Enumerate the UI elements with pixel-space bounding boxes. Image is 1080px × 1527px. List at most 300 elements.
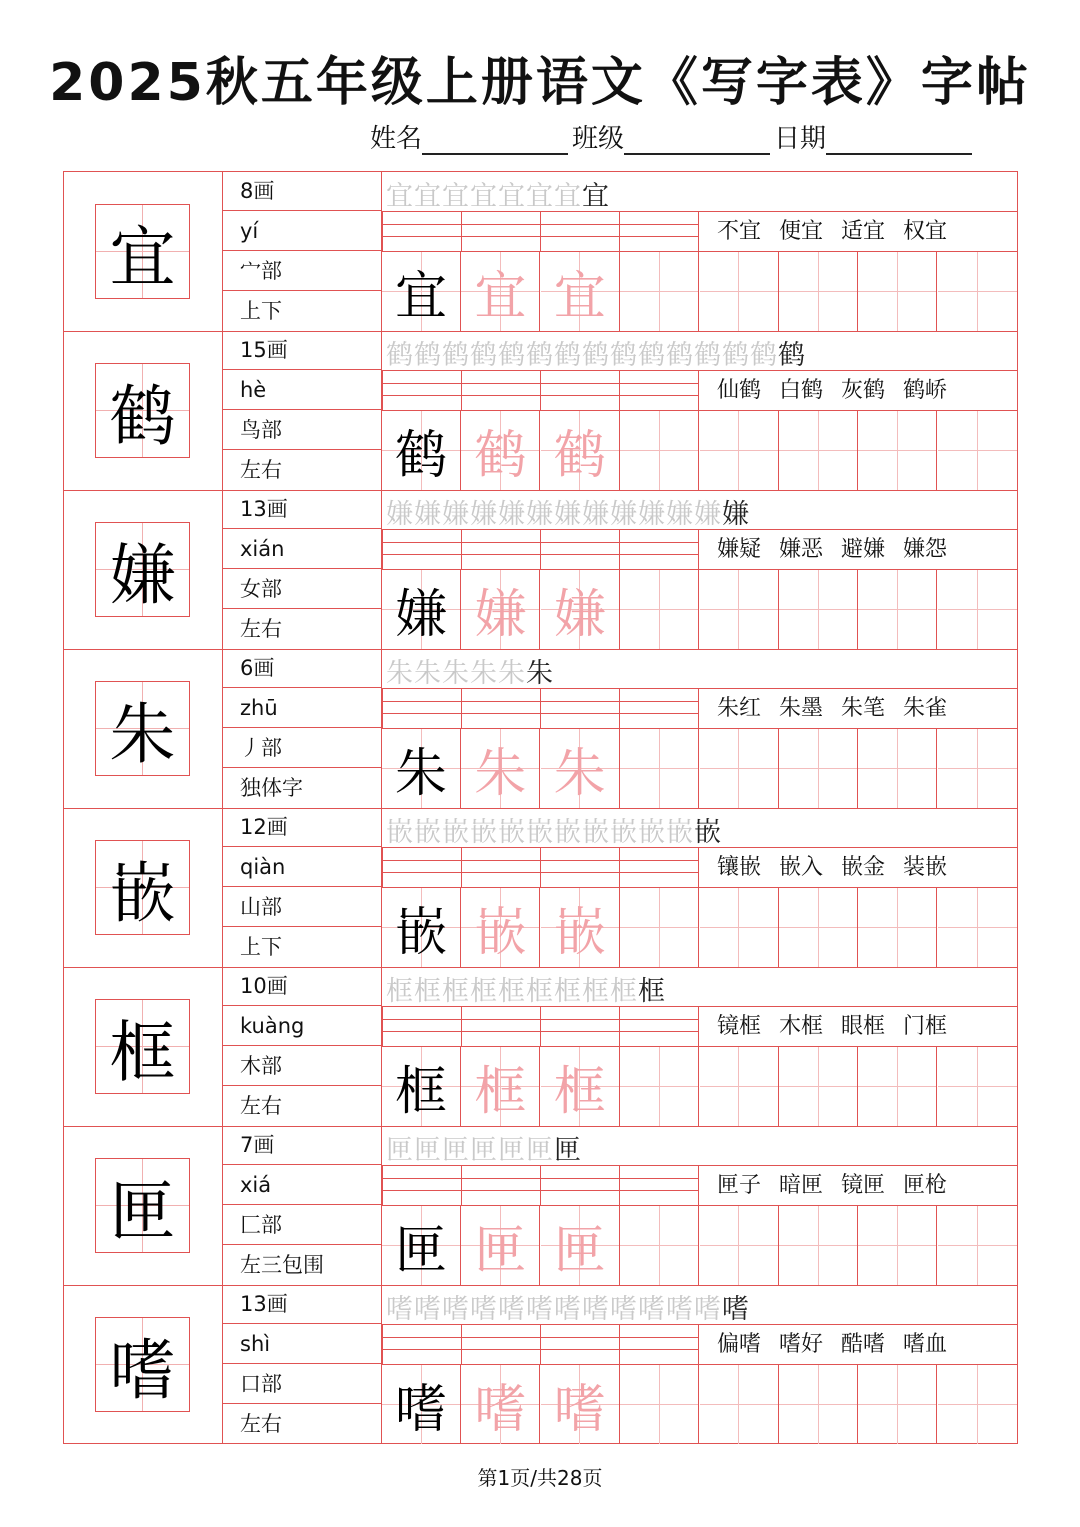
word: 偏嗜: [717, 1332, 762, 1357]
stroke-step: 嵌: [414, 817, 442, 848]
sample-char: 嵌: [394, 903, 447, 963]
practice-sheet: [63, 171, 1018, 1444]
stroke-step: 鹤: [638, 340, 666, 371]
structure: 左三包围: [240, 1253, 324, 1277]
word: 嵌金: [841, 855, 886, 880]
word: 镜匣: [841, 1173, 886, 1198]
trace-char: 嗜: [553, 1380, 606, 1440]
stroke-order: [386, 969, 666, 1008]
grid-cell[interactable]: [700, 570, 779, 649]
grid-cell[interactable]: [382, 1206, 461, 1285]
grid-cell[interactable]: [382, 570, 461, 649]
big-char-box: [95, 840, 190, 935]
character-block: [64, 172, 1017, 332]
pinyin-words-row: [382, 212, 1017, 252]
word: 鹤峤: [903, 378, 948, 403]
word: 适宜: [841, 219, 886, 244]
grid-cell[interactable]: [461, 1206, 540, 1285]
writing-grid: [382, 1365, 1017, 1444]
stroke-step: 鹤: [386, 340, 414, 371]
stroke-step: 匣: [442, 1135, 470, 1166]
grid-cell[interactable]: [541, 1365, 620, 1444]
stroke-step: 鹤: [414, 340, 442, 371]
trace-char: 朱: [553, 744, 606, 804]
class-label: 班级: [572, 124, 625, 154]
grid-cell[interactable]: [858, 1365, 937, 1444]
stroke-count: 7画: [223, 1126, 381, 1165]
stroke-order-row: [382, 649, 1017, 689]
trace-char: 宜: [553, 267, 606, 327]
stroke-order-row: [382, 808, 1017, 848]
stroke-step: 朱: [470, 658, 498, 689]
grid-cell[interactable]: [858, 570, 937, 649]
stroke-step: 嗜: [526, 1294, 554, 1325]
stroke-step: 嗜: [386, 1294, 414, 1325]
big-char: 框: [109, 1014, 176, 1091]
stroke-step: 鹤: [554, 340, 582, 371]
stroke-count: 6画: [223, 649, 381, 688]
big-char-column: [64, 649, 223, 808]
date-label: 日期: [774, 124, 827, 154]
character-block: [64, 1126, 1017, 1286]
trace-char: 嫌: [474, 585, 527, 645]
pinyin-words-row: [382, 530, 1017, 570]
structure: 上下: [240, 935, 282, 959]
stroke-step: 嗜: [582, 1294, 610, 1325]
big-char-box: [95, 204, 190, 299]
grid-cell[interactable]: [620, 570, 699, 649]
stroke-step: 框: [582, 976, 610, 1007]
stroke-order: [386, 1287, 750, 1326]
grid-cell[interactable]: [541, 411, 620, 490]
big-char: 朱: [109, 696, 176, 773]
big-char-column: [64, 172, 223, 331]
grid-cell[interactable]: [461, 411, 540, 490]
info-column: [223, 967, 382, 1126]
grid-cell[interactable]: [700, 411, 779, 490]
stroke-step: 嗜: [414, 1294, 442, 1325]
grid-cell[interactable]: [541, 1206, 620, 1285]
pinyin: yí: [223, 212, 381, 251]
stroke-step: 宜: [554, 181, 582, 212]
info-column: [223, 649, 382, 808]
stroke-step: 匣: [386, 1135, 414, 1166]
grid-cell[interactable]: [858, 252, 937, 331]
radical: 口部: [223, 1365, 381, 1404]
sample-char: 匣: [394, 1221, 447, 1281]
sample-char: 嗜: [394, 1380, 447, 1440]
class-blank[interactable]: [624, 125, 770, 155]
grid-cell[interactable]: [620, 1365, 699, 1444]
big-char-box: [95, 1317, 190, 1412]
word: 灰鹤: [841, 378, 886, 403]
stroke-step: 宜: [442, 181, 470, 212]
character-block: [64, 967, 1017, 1127]
grid-cell[interactable]: [858, 411, 937, 490]
grid-cell[interactable]: [620, 888, 699, 967]
stroke-step: 匣: [498, 1135, 526, 1166]
stroke-order: [386, 174, 610, 213]
stroke-step: 嫌: [610, 499, 638, 530]
stroke-step: 嵌: [638, 817, 666, 848]
word: 酷嗜: [841, 1332, 886, 1357]
stroke-step: 嵌: [554, 817, 582, 848]
grid-cell[interactable]: [779, 1047, 858, 1126]
trace-char: 宜: [474, 267, 527, 327]
word: 仙鹤: [717, 378, 762, 403]
grid-cell[interactable]: [938, 729, 1017, 808]
pinyin-lines[interactable]: [382, 371, 699, 410]
grid-cell[interactable]: [541, 252, 620, 331]
stroke-step: 框: [638, 976, 666, 1007]
grid-cell[interactable]: [700, 729, 779, 808]
grid-cell[interactable]: [779, 411, 858, 490]
stroke-step: 朱: [386, 658, 414, 689]
pinyin-lines[interactable]: [382, 1166, 699, 1205]
trace-char: 鹤: [553, 426, 606, 486]
radical: 丿部: [223, 729, 381, 768]
info-column: [223, 1126, 382, 1285]
writing-grid: [382, 570, 1017, 649]
big-char-column: [64, 490, 223, 649]
stroke-step: 框: [526, 976, 554, 1007]
word: 嫌怨: [903, 537, 948, 562]
pinyin-words-row: [382, 848, 1017, 888]
stroke-step: 嗜: [638, 1294, 666, 1325]
grid-cell[interactable]: [700, 1206, 779, 1285]
stroke-step: 嵌: [610, 817, 638, 848]
stroke-step: 嫌: [582, 499, 610, 530]
stroke-count: 10画: [223, 967, 381, 1006]
stroke-step: 嫌: [498, 499, 526, 530]
stroke-step: 朱: [414, 658, 442, 689]
structure: 左右: [240, 1412, 282, 1436]
pinyin-words-row: [382, 1325, 1017, 1365]
stroke-step: 嵌: [386, 817, 414, 848]
stroke-count: 13画: [223, 1285, 381, 1324]
word: 匣枪: [903, 1173, 948, 1198]
name-blank[interactable]: [422, 125, 568, 155]
big-char-box: [95, 681, 190, 776]
grid-cell[interactable]: [779, 252, 858, 331]
grid-cell[interactable]: [938, 252, 1017, 331]
big-char-box: [95, 999, 190, 1094]
structure: 左右: [240, 617, 282, 641]
trace-char: 朱: [474, 744, 527, 804]
word-list: [717, 689, 965, 728]
pinyin-words-row: [382, 1166, 1017, 1206]
info-column: [223, 808, 382, 967]
radical: 木部: [223, 1047, 381, 1086]
name-label: 姓名: [370, 124, 423, 154]
grid-cell[interactable]: [858, 1206, 937, 1285]
grid-cell[interactable]: [620, 1047, 699, 1126]
character-block: [64, 649, 1017, 809]
grid-cell[interactable]: [541, 729, 620, 808]
grid-cell[interactable]: [461, 570, 540, 649]
grid-cell[interactable]: [779, 1365, 858, 1444]
grid-cell[interactable]: [382, 1047, 461, 1126]
stroke-step: 嫌: [554, 499, 582, 530]
stroke-step: 嗜: [666, 1294, 694, 1325]
grid-cell[interactable]: [858, 1047, 937, 1126]
stroke-step: 鹤: [526, 340, 554, 371]
page-footer: 第1页/共28页: [477, 1466, 603, 1490]
pinyin: xiá: [223, 1166, 381, 1205]
stroke-order-row: [382, 490, 1017, 530]
grid-cell[interactable]: [461, 1365, 540, 1444]
grid-cell[interactable]: [700, 1047, 779, 1126]
word: 装嵌: [903, 855, 948, 880]
info-column: [223, 490, 382, 649]
word: 嫌恶: [779, 537, 824, 562]
stroke-step: 鹤: [694, 340, 722, 371]
grid-cell[interactable]: [382, 411, 461, 490]
word: 白鹤: [779, 378, 824, 403]
pinyin-lines[interactable]: [382, 530, 699, 569]
trace-char: 嵌: [474, 903, 527, 963]
trace-char: 嫌: [553, 585, 606, 645]
grid-cell[interactable]: [461, 729, 540, 808]
word-list: [717, 848, 965, 887]
stroke-step: 嗜: [694, 1294, 722, 1325]
stroke-step: 框: [554, 976, 582, 1007]
word-list: [717, 530, 965, 569]
stroke-order: [386, 333, 806, 372]
big-char-column: [64, 1126, 223, 1285]
grid-cell[interactable]: [620, 1206, 699, 1285]
grid-cell[interactable]: [541, 1047, 620, 1126]
pinyin: xián: [223, 530, 381, 569]
stroke-step: 匣: [526, 1135, 554, 1166]
character-block: [64, 331, 1017, 491]
big-char: 嗜: [109, 1332, 176, 1409]
pinyin-lines[interactable]: [382, 212, 699, 251]
stroke-step: 嵌: [470, 817, 498, 848]
word: 嗜血: [903, 1332, 948, 1357]
stroke-step: 嗜: [442, 1294, 470, 1325]
stroke-step: 朱: [526, 658, 554, 689]
stroke-order-row: [382, 1285, 1017, 1325]
pinyin-lines[interactable]: [382, 1007, 699, 1046]
pinyin-words-row: [382, 371, 1017, 411]
writing-grid: [382, 252, 1017, 331]
sample-char: 嫌: [394, 585, 447, 645]
stroke-count: 15画: [223, 331, 381, 370]
grid-cell[interactable]: [700, 252, 779, 331]
stroke-step: 嗜: [498, 1294, 526, 1325]
grid-cell[interactable]: [382, 888, 461, 967]
stroke-step: 匣: [470, 1135, 498, 1166]
grid-cell[interactable]: [858, 888, 937, 967]
radical: 女部: [223, 570, 381, 609]
stroke-step: 嵌: [498, 817, 526, 848]
writing-grid: [382, 1206, 1017, 1285]
word-list: [717, 1007, 965, 1046]
stroke-step: 鹤: [470, 340, 498, 371]
stroke-step: 嫌: [526, 499, 554, 530]
stroke-step: 嗜: [554, 1294, 582, 1325]
writing-grid: [382, 411, 1017, 490]
word: 不宜: [717, 219, 762, 244]
word: 暗匣: [779, 1173, 824, 1198]
structure: 左右: [240, 1094, 282, 1118]
stroke-order-row: [382, 967, 1017, 1007]
pinyin: shì: [223, 1325, 381, 1364]
stroke-step: 匣: [414, 1135, 442, 1166]
trace-char: 嗜: [474, 1380, 527, 1440]
pinyin: qiàn: [223, 848, 381, 887]
grid-cell[interactable]: [541, 570, 620, 649]
grid-cell[interactable]: [620, 729, 699, 808]
writing-grid: [382, 729, 1017, 808]
word: 门框: [903, 1014, 948, 1039]
grid-cell[interactable]: [779, 729, 858, 808]
stroke-step: 嵌: [694, 817, 722, 848]
stroke-count: 8画: [223, 172, 381, 211]
stroke-count: 13画: [223, 490, 381, 529]
word: 朱红: [717, 696, 762, 721]
pinyin-lines[interactable]: [382, 1325, 699, 1364]
word: 权宜: [903, 219, 948, 244]
character-block: [64, 808, 1017, 968]
stroke-order-row: [382, 1126, 1017, 1166]
stroke-step: 鹤: [498, 340, 526, 371]
radical: 山部: [223, 888, 381, 927]
grid-cell[interactable]: [700, 1365, 779, 1444]
stroke-order: [386, 1128, 582, 1167]
stroke-step: 宜: [582, 181, 610, 212]
grid-cell[interactable]: [461, 252, 540, 331]
grid-cell[interactable]: [382, 729, 461, 808]
stroke-order: [386, 651, 554, 690]
grid-cell[interactable]: [779, 1206, 858, 1285]
stroke-step: 鹤: [778, 340, 806, 371]
big-char-box: [95, 363, 190, 458]
grid-cell[interactable]: [779, 570, 858, 649]
radical: 宀部: [223, 252, 381, 291]
grid-cell[interactable]: [541, 888, 620, 967]
big-char: 嫌: [109, 537, 176, 614]
grid-cell[interactable]: [700, 888, 779, 967]
pinyin-words-row: [382, 689, 1017, 729]
word: 嵌入: [779, 855, 824, 880]
stroke-step: 宜: [386, 181, 414, 212]
big-char-column: [64, 808, 223, 967]
big-char: 宜: [109, 219, 176, 296]
radical: 匚部: [223, 1206, 381, 1245]
big-char: 匣: [109, 1173, 176, 1250]
trace-char: 鹤: [474, 426, 527, 486]
stroke-count: 12画: [223, 808, 381, 847]
pinyin: kuàng: [223, 1007, 381, 1046]
stroke-step: 鹤: [666, 340, 694, 371]
stroke-step: 鹤: [442, 340, 470, 371]
structure: 独体字: [240, 776, 303, 800]
big-char: 嵌: [109, 855, 176, 932]
word: 嫌疑: [717, 537, 762, 562]
pinyin-lines[interactable]: [382, 848, 699, 887]
sample-char: 朱: [394, 744, 447, 804]
stroke-step: 嫌: [386, 499, 414, 530]
info-column: [223, 1285, 382, 1444]
stroke-step: 嵌: [442, 817, 470, 848]
stroke-step: 框: [442, 976, 470, 1007]
grid-cell[interactable]: [779, 888, 858, 967]
stroke-step: 嵌: [582, 817, 610, 848]
word: 朱笔: [841, 696, 886, 721]
stroke-step: 鹤: [722, 340, 750, 371]
grid-cell[interactable]: [858, 729, 937, 808]
grid-cell[interactable]: [938, 888, 1017, 967]
grid-cell[interactable]: [938, 570, 1017, 649]
grid-cell[interactable]: [461, 888, 540, 967]
trace-char: 匣: [553, 1221, 606, 1281]
stroke-step: 嫌: [414, 499, 442, 530]
info-column: [223, 331, 382, 490]
stroke-order-row: [382, 172, 1017, 212]
stroke-step: 框: [498, 976, 526, 1007]
word: 镜框: [717, 1014, 762, 1039]
stroke-step: 匣: [554, 1135, 582, 1166]
grid-cell[interactable]: [938, 1206, 1017, 1285]
grid-cell[interactable]: [938, 411, 1017, 490]
stroke-step: 鹤: [750, 340, 778, 371]
page-title: 2025秋五年级上册语文《写字表》字帖: [49, 53, 1031, 113]
stroke-step: 嫌: [638, 499, 666, 530]
word: 匣子: [717, 1173, 762, 1198]
grid-cell[interactable]: [938, 1047, 1017, 1126]
date-blank[interactable]: [826, 125, 972, 155]
info-column: [223, 172, 382, 331]
big-char: 鹤: [109, 378, 176, 455]
character-block: [64, 1285, 1017, 1444]
sample-char: 框: [394, 1062, 447, 1122]
grid-cell[interactable]: [938, 1365, 1017, 1444]
trace-char: 嵌: [553, 903, 606, 963]
stroke-step: 朱: [498, 658, 526, 689]
stroke-step: 宜: [470, 181, 498, 212]
stroke-step: 鹤: [610, 340, 638, 371]
big-char-box: [95, 522, 190, 617]
stroke-order-row: [382, 331, 1017, 371]
stroke-step: 嗜: [722, 1294, 750, 1325]
pinyin-words-row: [382, 1007, 1017, 1047]
stroke-step: 嗜: [470, 1294, 498, 1325]
grid-cell[interactable]: [382, 1365, 461, 1444]
trace-char: 匣: [474, 1221, 527, 1281]
word: 木框: [779, 1014, 824, 1039]
grid-cell[interactable]: [620, 252, 699, 331]
stroke-step: 嫌: [666, 499, 694, 530]
stroke-step: 框: [610, 976, 638, 1007]
grid-cell[interactable]: [461, 1047, 540, 1126]
big-char-column: [64, 1285, 223, 1444]
pinyin-lines[interactable]: [382, 689, 699, 728]
character-block: [64, 490, 1017, 650]
radical: 鸟部: [223, 411, 381, 450]
grid-cell[interactable]: [620, 411, 699, 490]
big-char-column: [64, 331, 223, 490]
grid-cell[interactable]: [382, 252, 461, 331]
trace-char: 框: [553, 1062, 606, 1122]
stroke-step: 框: [414, 976, 442, 1007]
stroke-step: 嗜: [610, 1294, 638, 1325]
word: 避嫌: [841, 537, 886, 562]
stroke-step: 朱: [442, 658, 470, 689]
word: 嗜好: [779, 1332, 824, 1357]
word: 眼框: [841, 1014, 886, 1039]
